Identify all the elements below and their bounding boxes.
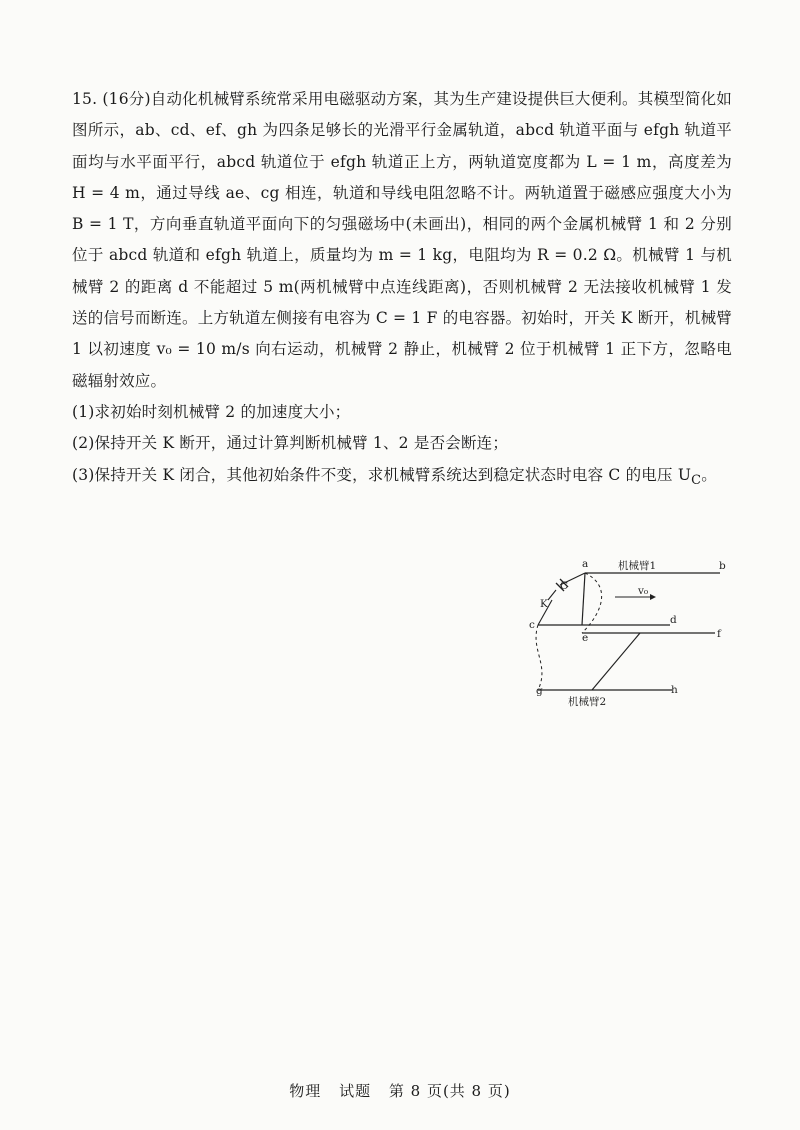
- part-3-end: 。: [701, 465, 717, 484]
- part-2: (2)保持开关 K 断开，通过计算判断机械臂 1、2 是否会断连；: [72, 434, 509, 453]
- problem-15: [72, 84, 732, 496]
- part-3-text: (3)保持开关 K 闭合，其他初始条件不变，求机械臂系统达到稳定状态时电容 C 的电压 U: [72, 465, 692, 484]
- label-c: c: [529, 619, 535, 631]
- page-footer: [0, 1080, 800, 1101]
- part-3-subscript: C: [691, 472, 702, 488]
- label-arm2: 机械臂2: [568, 696, 607, 708]
- velocity-arrowhead: [650, 594, 656, 600]
- label-switch: K: [540, 598, 548, 610]
- label-arm1: 机械臂1: [618, 560, 657, 572]
- arm-2: [592, 633, 640, 690]
- label-h: h: [671, 684, 678, 696]
- label-v0: v₀: [638, 585, 649, 597]
- label-e: e: [582, 632, 589, 644]
- problem-intro: 15. (16分)自动化机械臂系统常采用电磁驱动方案，其为生产建设提供巨大便利。其模型简化如图所示，ab、cd、ef、gh 为四条足够长的光滑平行金属轨道，abcd 轨道平面与 efgh 轨道平面均与水平面平行，abcd 轨道位于 efgh 轨道正上方，两轨道宽度都为 L = 1 m，高度差为 H = 4 m，通过导线 ae、cg 相连，轨道和导线电阻忽略不计。两轨道置于磁感应强度大小为 B = 1 T，方向垂直轨道平面向下的匀强磁场中(未画出)，相同的两个金属机械臂 1 和 2 分别位于 abcd 轨道和 efgh 轨道上，质量均为 m = 1 kg，电阻均为 R = 0.2 Ω。机械臂 1 与机械臂 2 的距离 d 不能超过 5 m(两机械臂中点连线距离)，否则机械臂 2 无法接收机械臂 1 发送的信号而断连。上方轨道左侧接有电容为 C = 1 F 的电容器。初始时，开关 K 断开，机械臂 1 以初速度 v₀ = 10 m/s 向右运动，机械臂 2 静止，机械臂 2 位于机械臂 1 正下方，忽略电磁辐射效应。: [72, 90, 732, 390]
- footer-page: 第 8 页(共 8 页): [388, 1082, 511, 1100]
- footer-type: 试题: [339, 1082, 372, 1100]
- rail-diagram-svg: [520, 555, 745, 720]
- wire-cg: [536, 625, 542, 690]
- label-capacitor: C: [560, 580, 569, 592]
- rail-diagram: [520, 555, 745, 720]
- footer-subject: 物理: [289, 1082, 322, 1100]
- arm-1: [582, 573, 585, 625]
- part-1: (1)求初始时刻机械臂 2 的加速度大小；: [72, 402, 351, 421]
- label-b: b: [719, 560, 726, 572]
- label-a: a: [582, 558, 589, 570]
- label-f: f: [717, 628, 721, 640]
- part-3: [72, 460, 732, 496]
- label-g: g: [536, 685, 543, 697]
- switch-k-blade: [548, 590, 556, 600]
- label-d: d: [670, 614, 677, 626]
